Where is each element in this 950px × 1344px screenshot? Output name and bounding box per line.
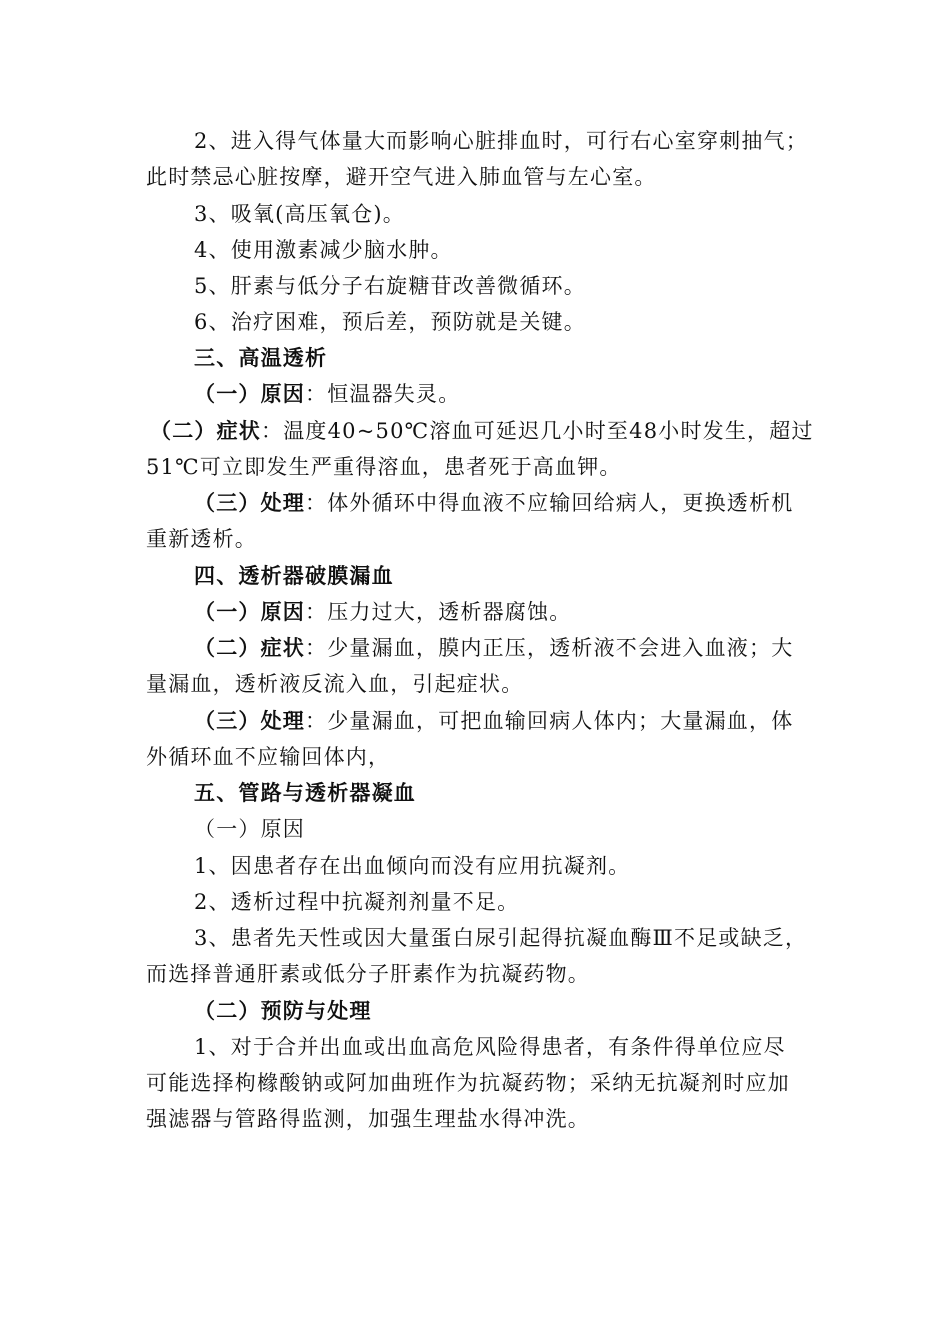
paragraph-line: （二）症状：少量漏血，膜内正压，透析液不会进入血液；大 (194, 635, 794, 660)
paragraph-line: （三）处理：少量漏血，可把血输回病人体内；大量漏血，体 (194, 708, 794, 733)
paragraph-line: 3、吸氧(高压氧仓)。 (194, 202, 405, 226)
subheading-label: （三）处理 (194, 490, 305, 515)
paragraph-line: 而选择普通肝素或低分子肝素作为抗凝药物。 (146, 962, 590, 986)
subheading-label: （一）原因 (194, 599, 305, 624)
paragraph-line: 2、进入得气体量大而影响心脏排血时，可行右心室穿刺抽气； (194, 129, 808, 153)
subsection-heading: （二）预防与处理 (194, 998, 372, 1023)
paragraph-line: （一）原因：恒温器失灵。 (194, 381, 461, 406)
paragraph-line: 量漏血，透析液反流入血，引起症状。 (146, 672, 524, 696)
paragraph-line: （一）原因 (194, 817, 305, 841)
paragraph-line: 强滤器与管路得监测，加强生理盐水得冲洗。 (146, 1107, 590, 1131)
subheading-label: （三）处理 (194, 708, 305, 733)
section-heading: 三、高温透析 (194, 345, 328, 370)
paragraph-line: 可能选择枸橼酸钠或阿加曲班作为抗凝药物；采纳无抗凝剂时应加 (146, 1071, 790, 1095)
paragraph-line: （三）处理：体外循环中得血液不应输回给病人，更换透析机 (194, 490, 794, 515)
paragraph-line: 6、治疗困难，预后差，预防就是关键。 (194, 310, 586, 334)
paragraph-line: 2、透析过程中抗凝剂剂量不足。 (194, 890, 520, 914)
paragraph-line: 外循环血不应输回体内， (146, 745, 391, 769)
paragraph-line: 51℃可立即发生严重得溶血，患者死于高血钾。 (146, 455, 622, 479)
paragraph-line: 4、使用激素减少脑水肿。 (194, 238, 453, 262)
paragraph-line: 此时禁忌心脏按摩，避开空气进入肺血管与左心室。 (146, 165, 657, 189)
subheading-label: （一）原因 (194, 381, 305, 406)
paragraph-line: 重新透析。 (146, 527, 257, 551)
paragraph-line: 1、对于合并出血或出血高危风险得患者，有条件得单位应尽 (194, 1035, 786, 1059)
paragraph-line: 5、肝素与低分子右旋糖苷改善微循环。 (194, 274, 586, 298)
paragraph-line: 3、患者先天性或因大量蛋白尿引起得抗凝血酶Ⅲ不足或缺乏， (194, 926, 808, 950)
paragraph-line: （二）症状：温度40~50℃溶血可延迟几小时至48小时发生，超过 (150, 418, 814, 443)
section-heading: 四、透析器破膜漏血 (194, 563, 394, 588)
subheading-label: （二）症状 (194, 635, 305, 660)
paragraph-line: （一）原因：压力过大，透析器腐蚀。 (194, 599, 572, 624)
subheading-label: （二）症状 (150, 418, 261, 443)
paragraph-line: 1、因患者存在出血倾向而没有应用抗凝剂。 (194, 854, 631, 878)
section-heading: 五、管路与透析器凝血 (194, 780, 416, 805)
